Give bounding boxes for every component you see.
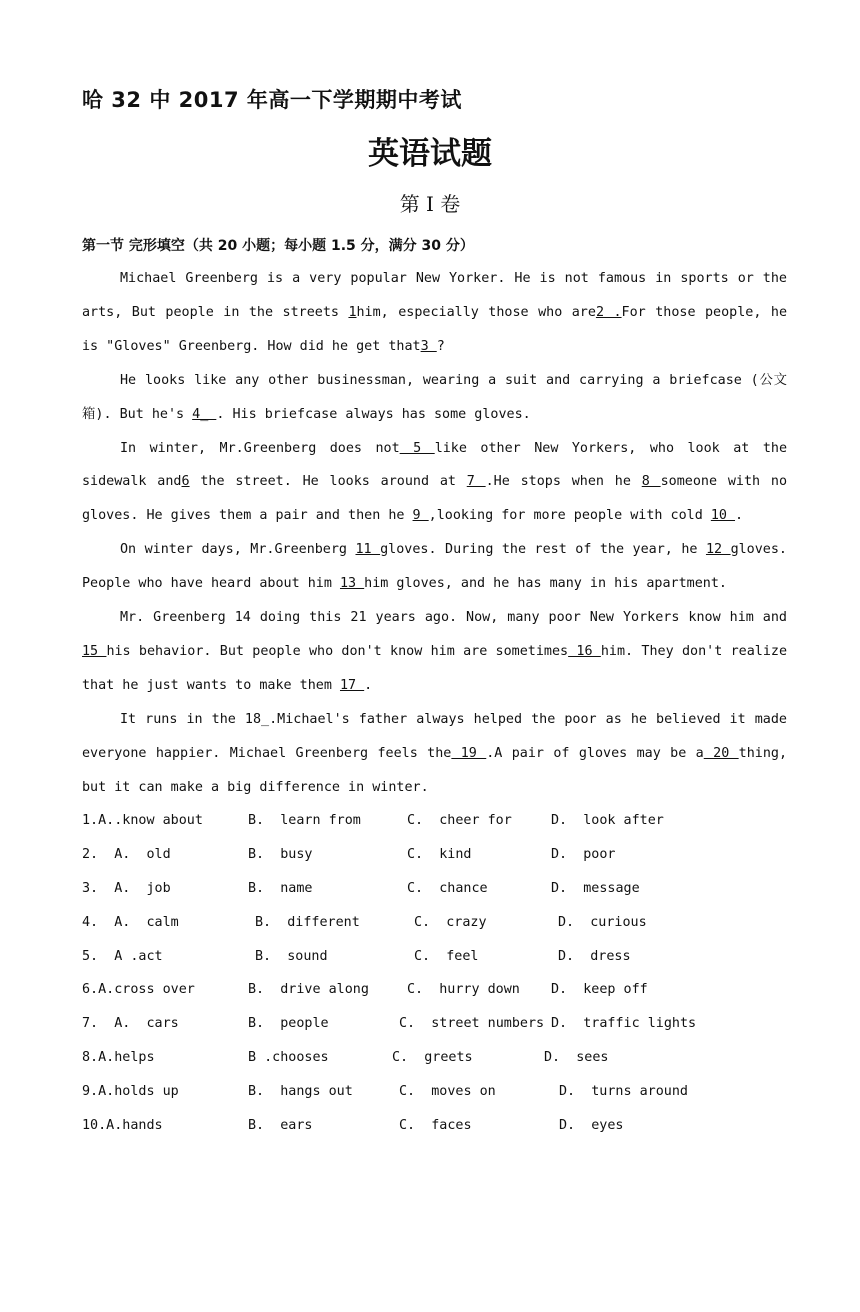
- option-c: C. feel: [414, 948, 479, 964]
- option-b: B. learn from: [248, 813, 361, 828]
- option-a: 4. A. calm: [82, 914, 179, 930]
- option-a: 6.A.cross over: [82, 982, 195, 998]
- passage-text: ?: [436, 338, 445, 354]
- paragraph: [82, 262, 787, 364]
- passage-text: his behavior. But people who don't know him are sometimes: [106, 643, 569, 659]
- blank: 7: [466, 474, 486, 490]
- passage-text: someone with no gloves. He gives them a pair and then he: [82, 474, 788, 524]
- blank: 17: [339, 677, 365, 693]
- blank: 1: [348, 304, 357, 320]
- option-b: B. hangs out: [248, 1084, 353, 1100]
- subject-title: 英语试题: [368, 136, 492, 172]
- option-row: [82, 1041, 802, 1075]
- passage-text: Michael Greenberg is a very popular New Yorker. He is not famous in sports or the arts, But people in the streets: [82, 271, 787, 320]
- blank: 10: [710, 508, 736, 524]
- blank: 16: [568, 643, 601, 659]
- blank: 20: [703, 745, 739, 761]
- option-b: B .chooses: [248, 1050, 329, 1066]
- blank: 11: [355, 542, 381, 558]
- passage-text: him. They don't realize that he just wants to make them: [82, 643, 788, 693]
- option-d: D. curious: [558, 914, 647, 930]
- option-c: C. chance: [407, 880, 488, 896]
- option-a: 5. A .act: [82, 948, 163, 964]
- blank: 19: [451, 745, 487, 761]
- option-b: B. drive along: [248, 982, 369, 998]
- option-d: D. sees: [544, 1050, 609, 1066]
- passage-text: On winter days, Mr.Greenberg: [120, 542, 356, 558]
- option-a: 9.A.holds up: [82, 1084, 179, 1100]
- option-b: B. busy: [248, 846, 313, 862]
- blank: 6: [181, 474, 190, 490]
- passage-text: For those people, he is "Gloves" Greenberg. How did he get that: [82, 304, 788, 354]
- option-row: [82, 872, 802, 906]
- blank: 4_: [192, 406, 217, 422]
- option-d: D. dress: [558, 948, 631, 964]
- passage-text: .: [735, 508, 744, 524]
- passage-text: him, especially those who are: [356, 304, 596, 320]
- paragraph: [82, 601, 787, 703]
- option-c: C. kind: [407, 846, 472, 862]
- option-c: C. greets: [392, 1050, 473, 1066]
- option-row: [82, 906, 802, 940]
- blank: 9: [412, 508, 429, 524]
- passage-text: . His briefcase always has some gloves.: [216, 406, 531, 422]
- passage-text: .He stops when he: [485, 474, 642, 490]
- option-d: D. poor: [551, 846, 616, 862]
- option-a: 1.A..know about: [82, 813, 203, 828]
- passage-text: Mr. Greenberg 14 doing this 21 years ago. Now, many poor New Yorkers know him and: [120, 610, 787, 626]
- option-row: [82, 1075, 802, 1109]
- passage-text: gloves. During the rest of the year, he: [380, 542, 706, 558]
- passage-text: like other New Yorkers, who look at the sidewalk and: [82, 440, 788, 490]
- option-a: 2. A. old: [82, 846, 171, 862]
- blank: 8: [641, 474, 661, 490]
- option-row: [82, 804, 802, 838]
- passage-text: the street. He looks around at: [189, 474, 467, 490]
- option-b: B. ears: [248, 1118, 313, 1134]
- option-b: B. sound: [255, 948, 328, 964]
- blank: 15: [82, 643, 107, 659]
- option-c: C. moves on: [399, 1084, 496, 1100]
- option-d: D. turns around: [559, 1084, 688, 1100]
- option-b: B. different: [255, 914, 360, 930]
- option-b: B. name: [248, 880, 313, 896]
- option-d: D. traffic lights: [551, 1016, 697, 1032]
- option-row: [82, 1109, 802, 1143]
- passage-text: It runs in the 18_.Michael's father always helped the poor as he believed it made everyone happier. Michael Greenberg feels the: [82, 711, 787, 761]
- passage-text: He looks like any other businessman, wearing a suit and carrying a briefcase (公文箱). But he's: [82, 372, 787, 422]
- answer-options: [82, 804, 802, 1143]
- option-d: D. keep off: [551, 982, 648, 998]
- option-a: 7. A. cars: [82, 1016, 179, 1032]
- option-d: D. message: [551, 880, 640, 896]
- paragraph: [82, 364, 787, 432]
- option-b: B. people: [248, 1016, 329, 1032]
- option-a: 10.A.hands: [82, 1118, 163, 1134]
- option-row: [82, 838, 802, 872]
- option-c: C. cheer for: [407, 813, 512, 828]
- passage-text: ,looking for more people with cold: [428, 508, 711, 524]
- volume-label: 第 I 卷: [399, 192, 461, 216]
- option-d: D. eyes: [559, 1118, 624, 1134]
- option-a: 8.A.helps: [82, 1050, 155, 1066]
- passage-text: him gloves, and he has many in his apartment.: [364, 576, 727, 592]
- passage-text: .: [364, 677, 373, 693]
- blank: 12: [705, 542, 731, 558]
- blank: 5: [399, 440, 435, 456]
- option-c: C. street numbers: [399, 1016, 545, 1032]
- passage-text: In winter, Mr.Greenberg does not: [120, 440, 400, 456]
- option-c: C. hurry down: [407, 982, 520, 998]
- option-row: [82, 1007, 802, 1041]
- option-c: C. crazy: [414, 914, 487, 930]
- blank: 3: [420, 338, 437, 354]
- option-c: C. faces: [399, 1118, 472, 1134]
- passage-text: gloves. People who have heard about him: [82, 542, 787, 592]
- cloze-passage: [82, 262, 787, 805]
- blank: 2 .: [595, 304, 622, 320]
- passage-text: thing, but it can make a big difference in winter.: [82, 745, 788, 795]
- option-row: [82, 940, 802, 974]
- paragraph: [82, 432, 787, 534]
- option-d: D. look after: [551, 813, 664, 828]
- paragraph: [82, 533, 787, 601]
- passage-text: .A pair of gloves may be a: [486, 745, 704, 761]
- exam-header-title: 哈 32 中 2017 年高一下学期期中考试: [82, 88, 462, 112]
- option-a: 3. A. job: [82, 880, 171, 896]
- blank: 13: [339, 576, 365, 592]
- section-heading: 第一节 完形填空（共 20 小题；每小题 1.5 分，满分 30 分）: [82, 238, 474, 254]
- paragraph: [82, 703, 787, 805]
- option-row: [82, 973, 802, 1007]
